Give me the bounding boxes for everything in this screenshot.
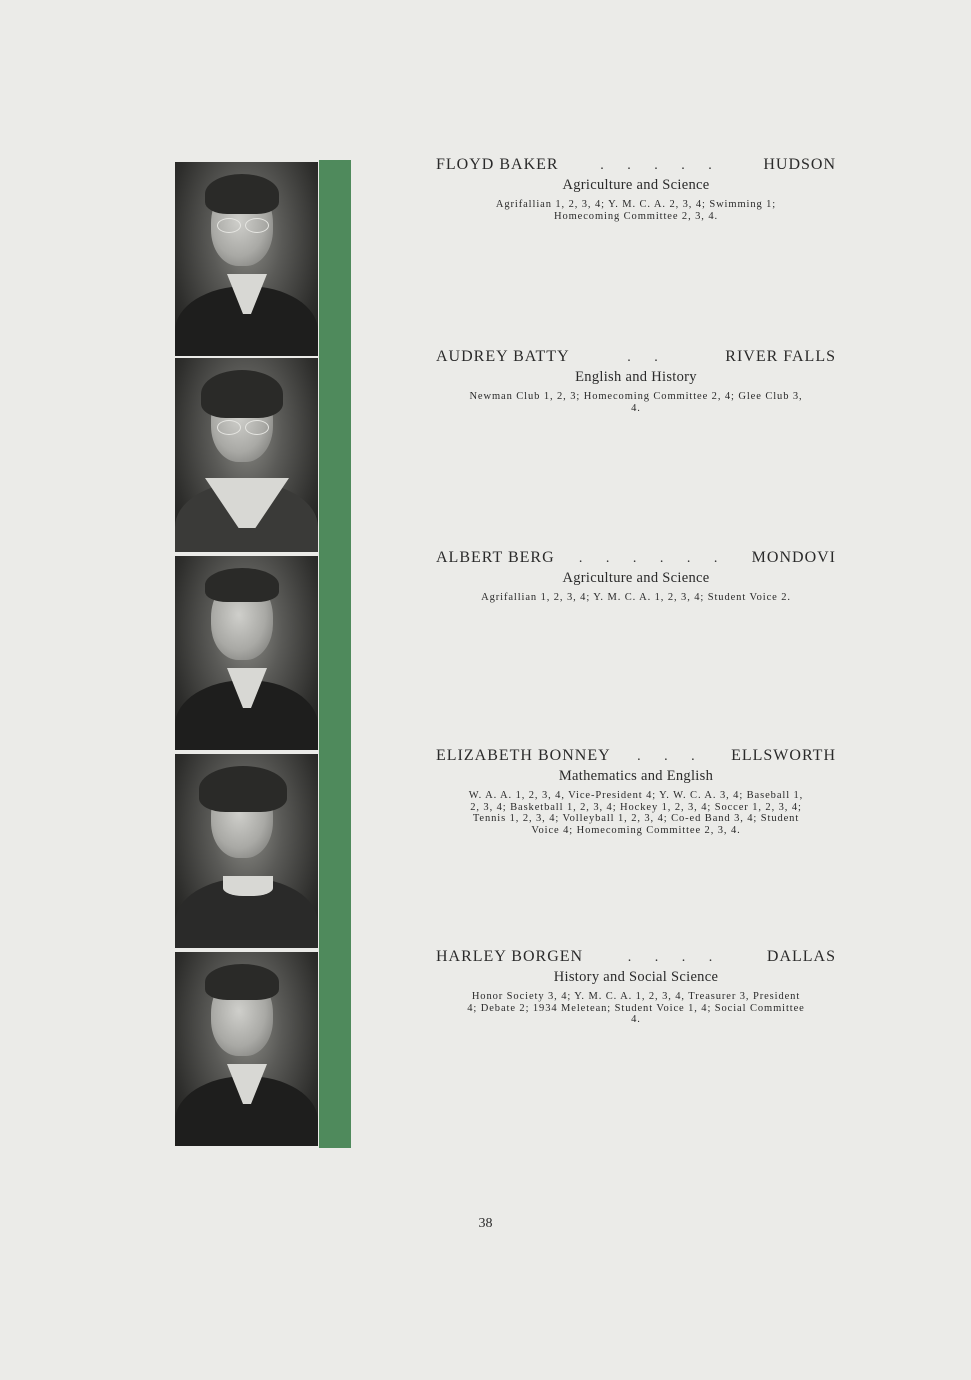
name-row [436, 156, 836, 174]
student-name: ALBERT BERG [436, 549, 555, 566]
student-activities: Newman Club 1, 2, 3; Homecoming Committee 2, 4; Glee Club 3, 4. [469, 391, 803, 414]
portrait-strip [173, 160, 353, 1148]
leader-dots: . . . . [627, 950, 723, 965]
portrait-audrey-batty [175, 358, 318, 552]
student-hometown: MONDOVI [751, 549, 836, 566]
student-hometown: RIVER FALLS [725, 348, 836, 365]
leader-dots: . . . . . [600, 158, 722, 173]
student-name: HARLEY BORGEN [436, 948, 584, 965]
name-row [436, 549, 836, 567]
student-activities: Agrifallian 1, 2, 3, 4; Y. M. C. A. 2, 3, 4; Swimming 1; Homecoming Committee 2, 3, 4. [495, 199, 777, 222]
student-entry [436, 348, 836, 414]
student-name: ELIZABETH BONNEY [436, 747, 611, 764]
student-major: Agriculture and Science [562, 177, 710, 193]
student-hometown: DALLAS [766, 948, 836, 965]
student-entry [436, 549, 836, 604]
student-major: History and Social Science [553, 969, 719, 985]
student-hometown: ELLSWORTH [731, 747, 836, 764]
student-major: Mathematics and English [558, 768, 714, 784]
student-entry [436, 747, 836, 836]
portrait-albert-berg [175, 556, 318, 750]
student-major: English and History [575, 369, 697, 385]
green-band [319, 160, 351, 1148]
portrait-floyd-baker [175, 162, 318, 356]
leader-dots: . . . . . . [578, 551, 728, 566]
student-activities: W. A. A. 1, 2, 3, 4, Vice-President 4; Y. W. C. A. 3, 4; Baseball 1, 2, 3, 4; Basketball 1, 2, 3, 4; Hockey 1, 2, 3, 4; Soccer 1, 2, 3, 4; Tennis 1, 2, 3, 4; Volleyball 1, 2, 3, 4; Co-ed Band 3, 4; Student Voice 4; Homecoming Committee 2, 3, 4. [468, 790, 804, 836]
portrait-elizabeth-bonney [175, 754, 318, 948]
leader-dots: . . . [637, 749, 705, 764]
student-major: Agriculture and Science [562, 570, 710, 586]
name-row [436, 948, 836, 966]
page-number: 38 [478, 1216, 493, 1231]
student-name: AUDREY BATTY [436, 348, 570, 365]
student-activities: Agrifallian 1, 2, 3, 4; Y. M. C. A. 1, 2, 3, 4; Student Voice 2. [481, 592, 791, 603]
student-entry [436, 948, 836, 1026]
student-activities: Honor Society 3, 4; Y. M. C. A. 1, 2, 3, 4, Treasurer 3, President 4; Debate 2; 1934 Meletean; Student Voice 1, 4; Social Committee 4. [467, 991, 805, 1025]
leader-dots: . . [627, 350, 668, 365]
name-row [436, 747, 836, 765]
student-entry [436, 156, 836, 222]
student-hometown: HUDSON [763, 156, 836, 173]
name-row [436, 348, 836, 366]
portrait-harley-borgen [175, 952, 318, 1146]
student-name: FLOYD BAKER [436, 156, 559, 173]
